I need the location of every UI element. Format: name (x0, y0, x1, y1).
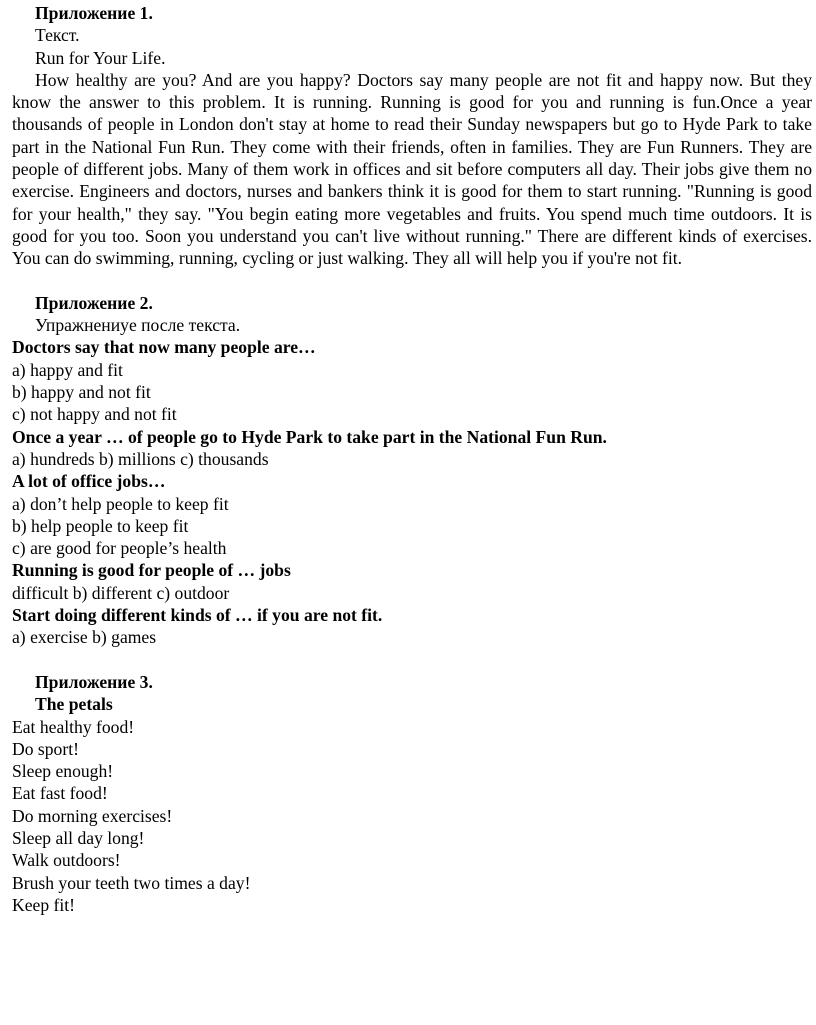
question-3: A lot of office jobs… (12, 471, 166, 492)
petals-title: The petals (35, 694, 113, 715)
appendix-2-heading: Приложение 2. (35, 292, 153, 313)
question-3-option-b: b) help people to keep fit (12, 515, 189, 536)
petal-item: Do sport! (12, 738, 79, 759)
question-1-option-b: b) happy and not fit (12, 382, 151, 403)
question-5: Start doing different kinds of … if you are not fit. (12, 605, 383, 626)
question-2: Once a year … of people go to Hyde Park to take part in the National Fun Run. (12, 426, 607, 447)
appendix-1-subheading: Текст. (35, 25, 80, 46)
question-5-options: a) exercise b) games (12, 627, 157, 648)
question-1: Doctors say that now many people are… (12, 337, 316, 358)
petal-item: Eat fast food! (12, 783, 108, 804)
petal-item: Do morning exercises! (12, 805, 173, 826)
question-3-option-a: a) don’t help people to keep fit (12, 493, 229, 514)
question-2-options: a) hundreds b) millions c) thousands (12, 448, 269, 469)
petal-item: Eat healthy food! (12, 716, 135, 737)
appendix-2 (12, 292, 812, 649)
petal-item: Brush your teeth two times a day! (12, 872, 251, 893)
appendix-3-heading: Приложение 3. (35, 671, 153, 692)
spacer (12, 270, 812, 292)
question-4: Running is good for people of … jobs (12, 560, 291, 581)
question-3-option-c: c) are good for people’s health (12, 538, 227, 559)
petal-item: Sleep enough! (12, 761, 114, 782)
appendix-3 (12, 671, 812, 916)
petal-item: Walk outdoors! (12, 850, 121, 871)
petal-item: Keep fit! (12, 894, 76, 915)
question-1-option-c: c) not happy and not fit (12, 404, 177, 425)
petal-item: Sleep all day long! (12, 827, 145, 848)
appendix-1-heading: Приложение 1. (35, 3, 153, 23)
appendix-2-subheading: Упражнениye после текста. (35, 315, 241, 336)
appendix-1 (12, 2, 812, 270)
question-1-option-a: a) happy and fit (12, 359, 123, 380)
spacer (12, 649, 812, 671)
question-4-options: difficult b) different c) outdoor (12, 582, 230, 603)
document-page (12, 2, 812, 916)
text-title: Run for Your Life. (35, 47, 166, 68)
text-body: How healthy are you? And are you happy? Doctors say many people are not fit and happy now. But they know the answer to this problem. It is running. Running is good for you and running is fun.Once a year thousands of people in London don't stay at home to read their Sunday newspapers but go to Hyde Park to take part in the National Fun Run. They come with their friends, often in families. They are Fun Runners. They are people of different jobs. Many of them work in offices and sit before computers all day. Their jobs give them no exercise. Engineers and doctors, nurses and bankers think it is good for them to start running. "Running is good for your health," they say. "You begin eating more vegetables and fruits. You spend much time outdoors. It is good for you too. Soon you understand you can't live without running." There are different kinds of exercises. You can do swimming, running, cycling or just walking. They all will help you if you're not fit. (12, 69, 812, 269)
